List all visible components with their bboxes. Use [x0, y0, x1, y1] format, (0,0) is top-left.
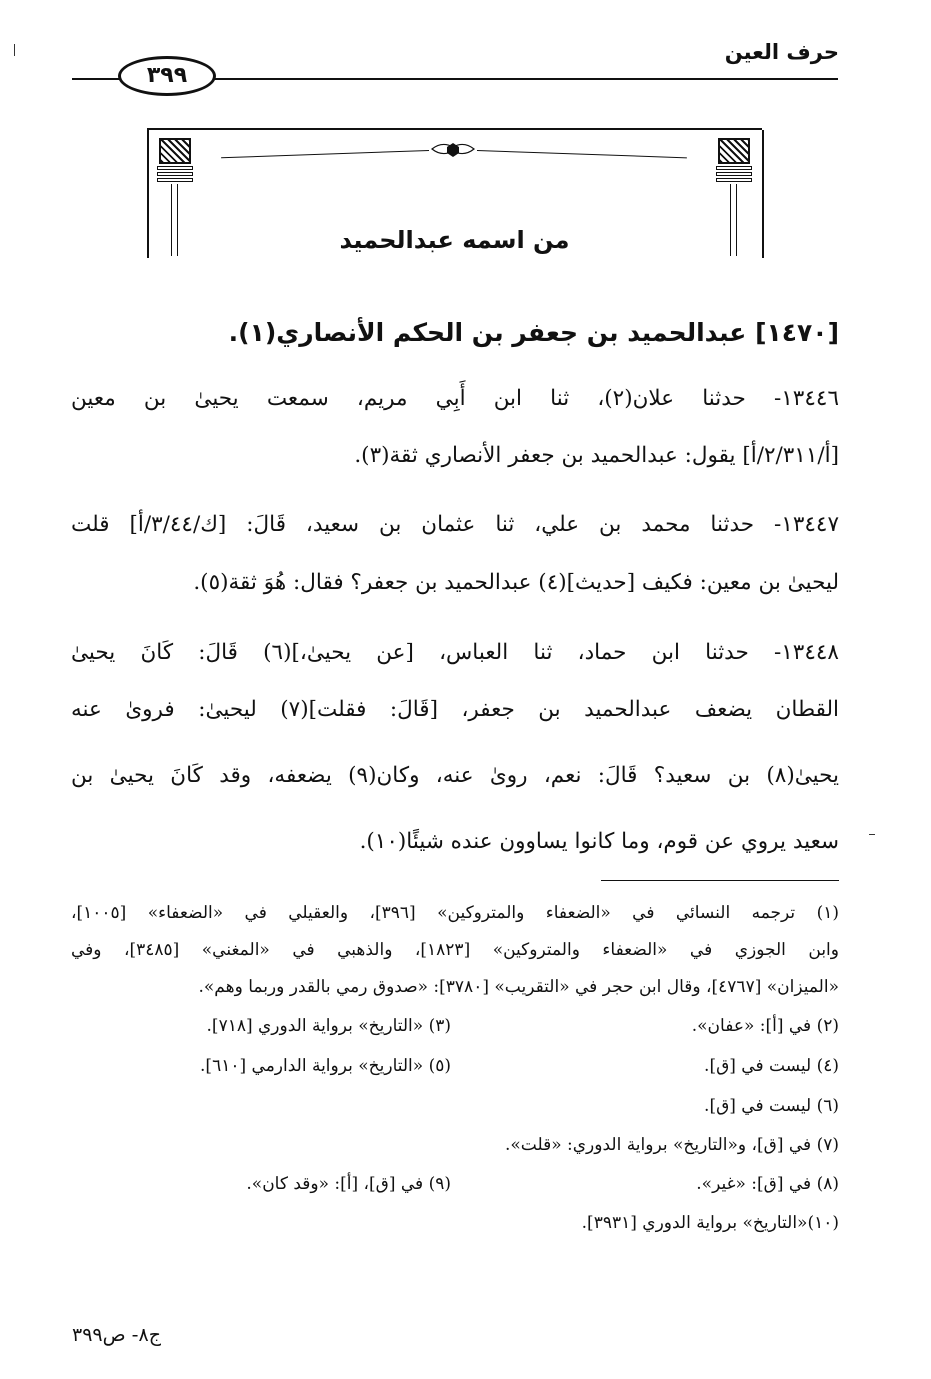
paragraph-line: يحيىٰ(٨) بن سعيد؟ قَالَ: نعم، روىٰ عنه، وكان(٩) يضعفه، وقد كَانَ يحيىٰ بن	[71, 763, 840, 788]
footnote-line: وابن الجوزي في «الضعفاء والمتروكين» [١٨٢٣]، والذهبي في «المغني» [٣٤٨٥]، وفي	[71, 940, 839, 960]
paragraph-line: [أ/٢/٣١١/أ] يقول: عبدالحميد بن جعفر الأنصاري ثقة(٣).	[354, 443, 839, 468]
footnote-separator	[601, 880, 839, 881]
footnote-line: (١) ترجمه النسائي في «الضعفاء والمتروكين» [٣٩٦]، والعقيلي في «الضعفاء» [١٠٠٥]،	[71, 903, 839, 923]
header-rule-right	[210, 78, 838, 80]
footnote-item: (٤) ليست في [ق].	[704, 1056, 839, 1076]
footnote-line: «الميزان» [٤٧٦٧]، وقال ابن حجر في «التقريب» [٣٧٨٠]: «صدوق رمي بالقدر وربما وهم».	[198, 977, 839, 997]
running-head: حرف العين	[724, 40, 839, 64]
footnote-item: (٦) ليست في [ق].	[704, 1096, 839, 1116]
footnote-item: (٢) في [أ]: «عفان».	[691, 1016, 839, 1036]
ornament-line-right	[477, 150, 687, 158]
scan-mark	[14, 44, 15, 56]
paragraph-line: ليحيىٰ بن معين: فكيف [حديث](٤) عبدالحميد بن جعفر؟ فقال: هُوَ ثقة(٥).	[193, 570, 839, 595]
paragraph-line: ١٣٤٤٨- حدثنا ابن حماد، ثنا العباس، [عن يحيىٰ،](٦) قَالَ: كَانَ يحيىٰ	[71, 640, 839, 665]
footnote-item: (٨) في [ق]: «غير».	[696, 1174, 839, 1194]
paragraph-line: سعيد يروي عن قوم، وما كانوا يساوون عنده شيئًا(١٠).	[359, 829, 839, 854]
page-number: ٣٩٩	[118, 56, 216, 96]
paragraph-line: ١٣٤٤٦- حدثنا علان(٢)، ثنا ابن أَبِي مريم، سمعت يحيىٰ بن معين	[71, 386, 839, 411]
section-title: من اسمه عبدالحميد	[339, 226, 570, 254]
footnote-item: (٣) «التاريخ» برواية الدوري [٧١٨].	[206, 1016, 451, 1036]
footnote-item: (٩) في [ق]، [أ]: «وقد كان».	[246, 1174, 451, 1194]
frame-side-right	[762, 130, 764, 258]
center-ornament-icon	[430, 139, 476, 159]
ornament-line-left	[221, 150, 429, 158]
scan-mark	[869, 834, 875, 835]
entry-heading: [١٤٧٠] عبدالحميد بن جعفر بن الحكم الأنصاري(١).	[228, 318, 839, 347]
footnote-item: (١٠)«التاريخ» برواية الدوري [٣٩٣١].	[581, 1213, 839, 1233]
section-header-frame	[147, 128, 762, 258]
paragraph-line: القطان يضعف عبدالحميد بن جعفر، [قَالَ: فقلت](٧) ليحيىٰ: فروىٰ عنه	[71, 697, 839, 722]
footnote-item: (٧) في [ق]، و«التاريخ» برواية الدوري: «قلت».	[504, 1135, 839, 1155]
paragraph-line: ١٣٤٤٧- حدثنا محمد بن علي، ثنا عثمان بن سعيد، قَالَ: [ك/٣/٤٤/أ] قلت	[71, 512, 840, 537]
footnote-item: (٥) «التاريخ» برواية الدارمي [٦١٠].	[200, 1056, 451, 1076]
volume-page-signature: ج٨- ص٣٩٩	[72, 1324, 161, 1346]
